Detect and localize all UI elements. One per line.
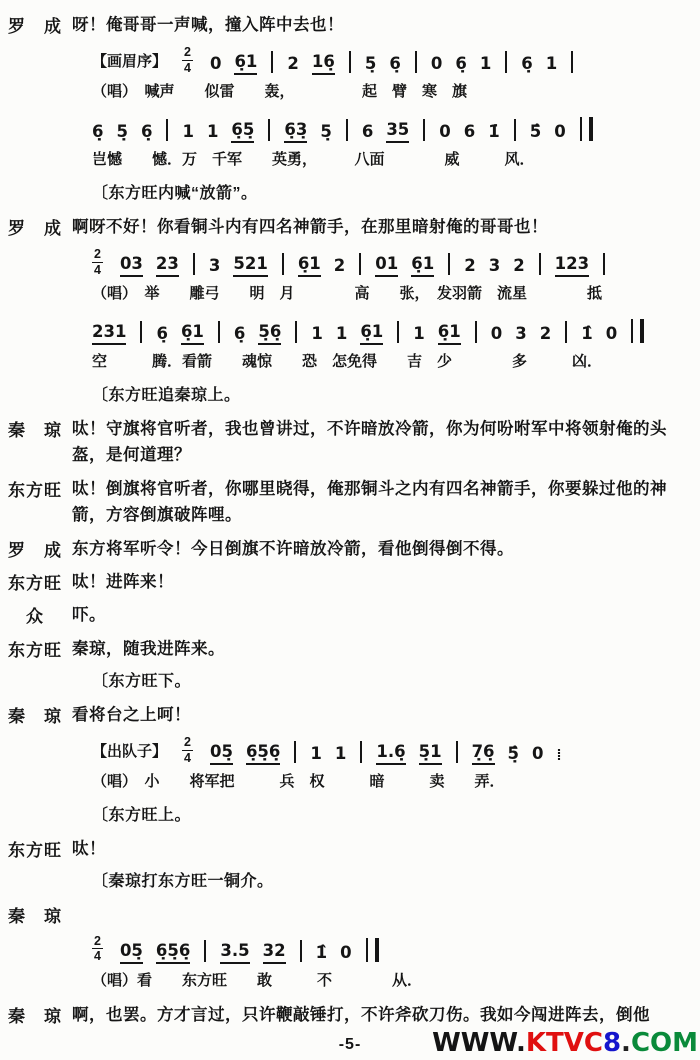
speaker-name: 东方旺 xyxy=(8,840,62,860)
barline xyxy=(140,321,142,343)
dialogue-row xyxy=(8,214,694,240)
watermark xyxy=(432,1028,698,1058)
speaker-name: 众 xyxy=(8,607,44,627)
note-group: 6̣ xyxy=(140,122,153,142)
note-group: 1 xyxy=(413,324,425,344)
note-group: 1̂ xyxy=(315,942,328,962)
note-group: 6̣1 xyxy=(234,52,257,75)
speaker-name: 秦 琼 xyxy=(8,420,62,440)
note-group: 1̂ xyxy=(581,324,593,344)
meter-numerator: 2 xyxy=(184,735,191,750)
note-group: 6 xyxy=(463,122,476,142)
barline xyxy=(359,253,361,275)
note-group: 1 xyxy=(182,122,194,142)
dialogue-text: 秦琼，随我进阵来。 xyxy=(72,639,225,658)
speaker-name: 秦 琼 xyxy=(8,706,62,726)
barline xyxy=(397,321,399,343)
music-notes-row xyxy=(92,45,694,75)
watermark-part: COM xyxy=(630,1028,698,1058)
note-group: 2 xyxy=(333,256,346,276)
note-group: 231 xyxy=(92,322,126,345)
note-group: 16̣ xyxy=(312,52,335,75)
note-group: 3.5 xyxy=(220,941,249,964)
note-group: 03 xyxy=(120,254,143,277)
note-group: 7̣6̣ xyxy=(472,742,495,765)
music-system xyxy=(92,315,694,371)
script-content xyxy=(8,12,694,1028)
barline xyxy=(271,51,273,73)
barline xyxy=(448,253,450,275)
note-group: 0 xyxy=(605,324,618,344)
speaker-name: 秦 琼 xyxy=(8,906,62,926)
barline xyxy=(268,119,270,141)
note-group: 6̣1 xyxy=(411,254,434,277)
note-group: 32 xyxy=(263,941,286,964)
music-system xyxy=(92,45,694,101)
barline xyxy=(505,51,507,73)
note-group: 5̣6̣ xyxy=(258,322,281,345)
note-group: 6̣3̣ xyxy=(284,120,307,143)
barline xyxy=(349,51,351,73)
barline xyxy=(514,119,516,141)
note-group: 6̣5̣6̣ xyxy=(246,742,280,765)
qupai-label: 【画眉序】 xyxy=(92,52,168,70)
dialogue-text: 啊呀不好！你看铜斗内有四名神箭手，在那里暗射俺的哥哥也！ xyxy=(72,217,548,236)
note-group: 1 xyxy=(335,324,348,344)
note-group: 0 xyxy=(430,54,443,74)
music-notes-row xyxy=(92,315,694,345)
final-barline xyxy=(366,938,379,962)
watermark-part: WWW. xyxy=(432,1028,526,1058)
dialogue-text: 看将台之上呵！ xyxy=(72,705,191,724)
time-signature xyxy=(182,736,193,764)
note-group: 01 xyxy=(375,254,398,277)
dialogue-row xyxy=(8,1002,694,1028)
note-group: 0 xyxy=(209,54,222,74)
dialogue-text: 呔！进阵来！ xyxy=(72,572,174,591)
barline xyxy=(423,119,425,141)
note-group: 2 xyxy=(539,324,552,344)
speaker-name: 东方旺 xyxy=(8,480,62,500)
music-notes-row xyxy=(92,735,694,765)
stage-direction-text: 〔东方旺内喊“放箭”。 xyxy=(92,185,258,203)
barline xyxy=(193,253,195,275)
stage-direction-text: 〔东方旺追秦琼上。 xyxy=(92,387,241,405)
note-group: 1 xyxy=(310,744,322,764)
note-group: 123 xyxy=(555,254,589,277)
dialogue-row xyxy=(8,636,694,662)
meter-numerator: 2 xyxy=(94,247,101,262)
speaker-name: 罗 成 xyxy=(8,218,62,238)
note-group: 1 xyxy=(206,122,219,142)
music-lyrics: 空 腾．看箭 魂惊 恐 怎免得 吉 少 多 凶． xyxy=(92,353,603,371)
note-group: 6̣ xyxy=(389,54,401,74)
dialogue-text: 呔！守旗将官听者，我也曾讲过，不许暗放冷箭，你为何吩咐军中将领射俺的头盔，是何道理？ xyxy=(72,419,667,465)
music-system xyxy=(92,113,694,169)
meter-denominator: 4 xyxy=(184,750,191,765)
note-group: 05̣ xyxy=(120,941,143,964)
speaker-name: 罗 成 xyxy=(8,17,62,36)
barline xyxy=(218,321,220,343)
note-group: 6̣ xyxy=(92,122,104,142)
note-group: 5̣ xyxy=(320,122,332,142)
meter-denominator: 4 xyxy=(184,60,191,75)
note-group: 1.6̣ xyxy=(376,742,405,765)
note-group: 521 xyxy=(233,254,267,277)
dialogue-row xyxy=(8,902,694,927)
music-notes-row xyxy=(92,934,694,964)
barline xyxy=(294,741,296,763)
music-lyrics: （唱） 小 将军把 兵 权 暗 卖 弄． xyxy=(92,773,505,791)
note-group: 05̣ xyxy=(210,742,233,765)
barline xyxy=(360,741,362,763)
note-group: 6̣1 xyxy=(298,254,321,277)
watermark-part: 8 xyxy=(602,1028,622,1058)
barline xyxy=(166,119,168,141)
barline xyxy=(295,321,297,343)
final-barline xyxy=(631,319,644,343)
note-group: 0 xyxy=(340,942,352,962)
note-group: 6̣5̣ xyxy=(231,120,254,143)
barline xyxy=(282,253,284,275)
stage-direction-text: 〔东方旺上。 xyxy=(92,807,192,825)
note-group: 6̣ xyxy=(233,324,246,344)
note-group: 6 xyxy=(361,122,374,142)
note-group: 23 xyxy=(156,254,179,277)
note-group: 2 xyxy=(513,256,525,276)
qupai-label: 【出队子】 xyxy=(92,742,168,760)
note-group: 6̣ xyxy=(521,54,533,74)
music-system xyxy=(92,934,694,990)
time-signature xyxy=(182,46,193,74)
note-group: 3 xyxy=(488,256,501,276)
note-group: 6̣1 xyxy=(438,322,461,345)
stage-direction xyxy=(8,181,694,207)
watermark-part: . xyxy=(621,1028,631,1058)
barline xyxy=(475,321,477,343)
barline xyxy=(456,741,458,763)
repeat-dots: ⁞ xyxy=(556,747,562,765)
dialogue-text: 呔！ xyxy=(72,839,106,858)
barline xyxy=(603,253,605,275)
time-signature xyxy=(92,935,103,963)
meter-numerator: 2 xyxy=(184,45,191,60)
music-system xyxy=(92,247,694,303)
dialogue-text: 吓。 xyxy=(72,606,106,625)
note-group: 0 xyxy=(439,122,451,142)
note-group: 35 xyxy=(386,120,409,143)
note-group: 1 xyxy=(334,744,347,764)
dialogue-row xyxy=(8,602,694,628)
music-system xyxy=(92,735,694,791)
note-group: 3 xyxy=(515,324,527,344)
stage-direction xyxy=(8,869,694,895)
music-lyrics: （唱） 喊声 似雷 轰， 起 臂 寒 旗 xyxy=(92,83,468,101)
note-group: 1 xyxy=(545,54,558,74)
note-group: 5̣̂ xyxy=(507,744,520,764)
music-lyrics: 岂憾 憾．万 千军 英勇， 八面 威 风． xyxy=(92,151,535,169)
note-group: 2 xyxy=(464,256,476,276)
note-group: 6̣1 xyxy=(181,322,204,345)
music-notes-row xyxy=(92,113,694,143)
barline xyxy=(300,940,302,962)
final-barline xyxy=(580,117,593,141)
barline xyxy=(415,51,417,73)
dialogue-row xyxy=(8,536,694,562)
meter-denominator: 4 xyxy=(94,262,101,277)
stage-direction-text: 〔东方旺下。 xyxy=(92,673,192,691)
stage-direction xyxy=(8,383,694,409)
barline xyxy=(565,321,567,343)
note-group: 5̣ xyxy=(364,54,377,74)
speaker-name: 秦 琼 xyxy=(8,1006,62,1026)
meter-denominator: 4 xyxy=(94,949,101,964)
dialogue-row xyxy=(8,702,694,728)
watermark-part: KTVC xyxy=(525,1028,603,1058)
speaker-name: 东方旺 xyxy=(8,573,62,593)
page-number: -5- xyxy=(338,1036,362,1053)
note-group: 5̣ xyxy=(116,122,128,142)
note-group: 6̣1 xyxy=(360,322,383,345)
dialogue-text: 呔！倒旗将官听者，你哪里晓得，俺那铜斗之内有四名神箭手，你要躲过他的神箭，方容倒旗破阵哩。 xyxy=(72,479,667,525)
note-group: 0 xyxy=(554,122,566,142)
barline xyxy=(539,253,541,275)
note-group: 1̇ xyxy=(488,122,500,142)
note-group: 1 xyxy=(311,324,323,344)
note-group: 6̣ xyxy=(156,324,168,344)
dialogue-row xyxy=(8,416,694,469)
music-lyrics: （唱）看 东方旺 敢 不 从． xyxy=(92,971,423,989)
barline xyxy=(204,940,206,962)
note-group: 0 xyxy=(532,744,544,764)
time-signature xyxy=(92,248,103,276)
note-group: 5̂ xyxy=(529,122,542,142)
note-group: 6̣ xyxy=(455,54,467,74)
dialogue-text: 啊，也罢。方才言过，只许鞭敲锤打，不许斧砍刀伤。我如今闯进阵去，倒他 xyxy=(72,1005,650,1024)
dialogue-row xyxy=(8,569,694,595)
dialogue-row xyxy=(8,476,694,529)
note-group: 6̣5̣6̣ xyxy=(156,941,190,964)
music-lyrics: （唱） 举 雕弓 明 月 高 张， 发羽箭 流星 抵 xyxy=(92,285,603,303)
dialogue-row xyxy=(8,836,694,862)
dialogue-text: 东方将军听令！今日倒旗不许暗放冷箭，看他倒得倒不得。 xyxy=(72,539,514,558)
note-group: 2 xyxy=(287,54,299,74)
meter-numerator: 2 xyxy=(94,933,101,948)
note-group: 3 xyxy=(208,256,221,276)
dialogue-text: 呀！俺哥哥一声喊，撞入阵中去也！ xyxy=(72,16,344,34)
dialogue-row xyxy=(8,12,694,38)
stage-direction xyxy=(8,803,694,829)
music-notes-row xyxy=(92,247,694,277)
barline xyxy=(571,51,573,73)
note-group: 1 xyxy=(479,54,492,74)
barline xyxy=(346,119,348,141)
speaker-name: 罗 成 xyxy=(8,540,62,560)
note-group: 5̣1 xyxy=(419,742,442,765)
stage-direction-text: 〔秦琼打东方旺一铜介。 xyxy=(92,873,274,891)
note-group: 0 xyxy=(490,324,503,344)
stage-direction xyxy=(8,669,694,695)
speaker-name: 东方旺 xyxy=(8,640,62,660)
